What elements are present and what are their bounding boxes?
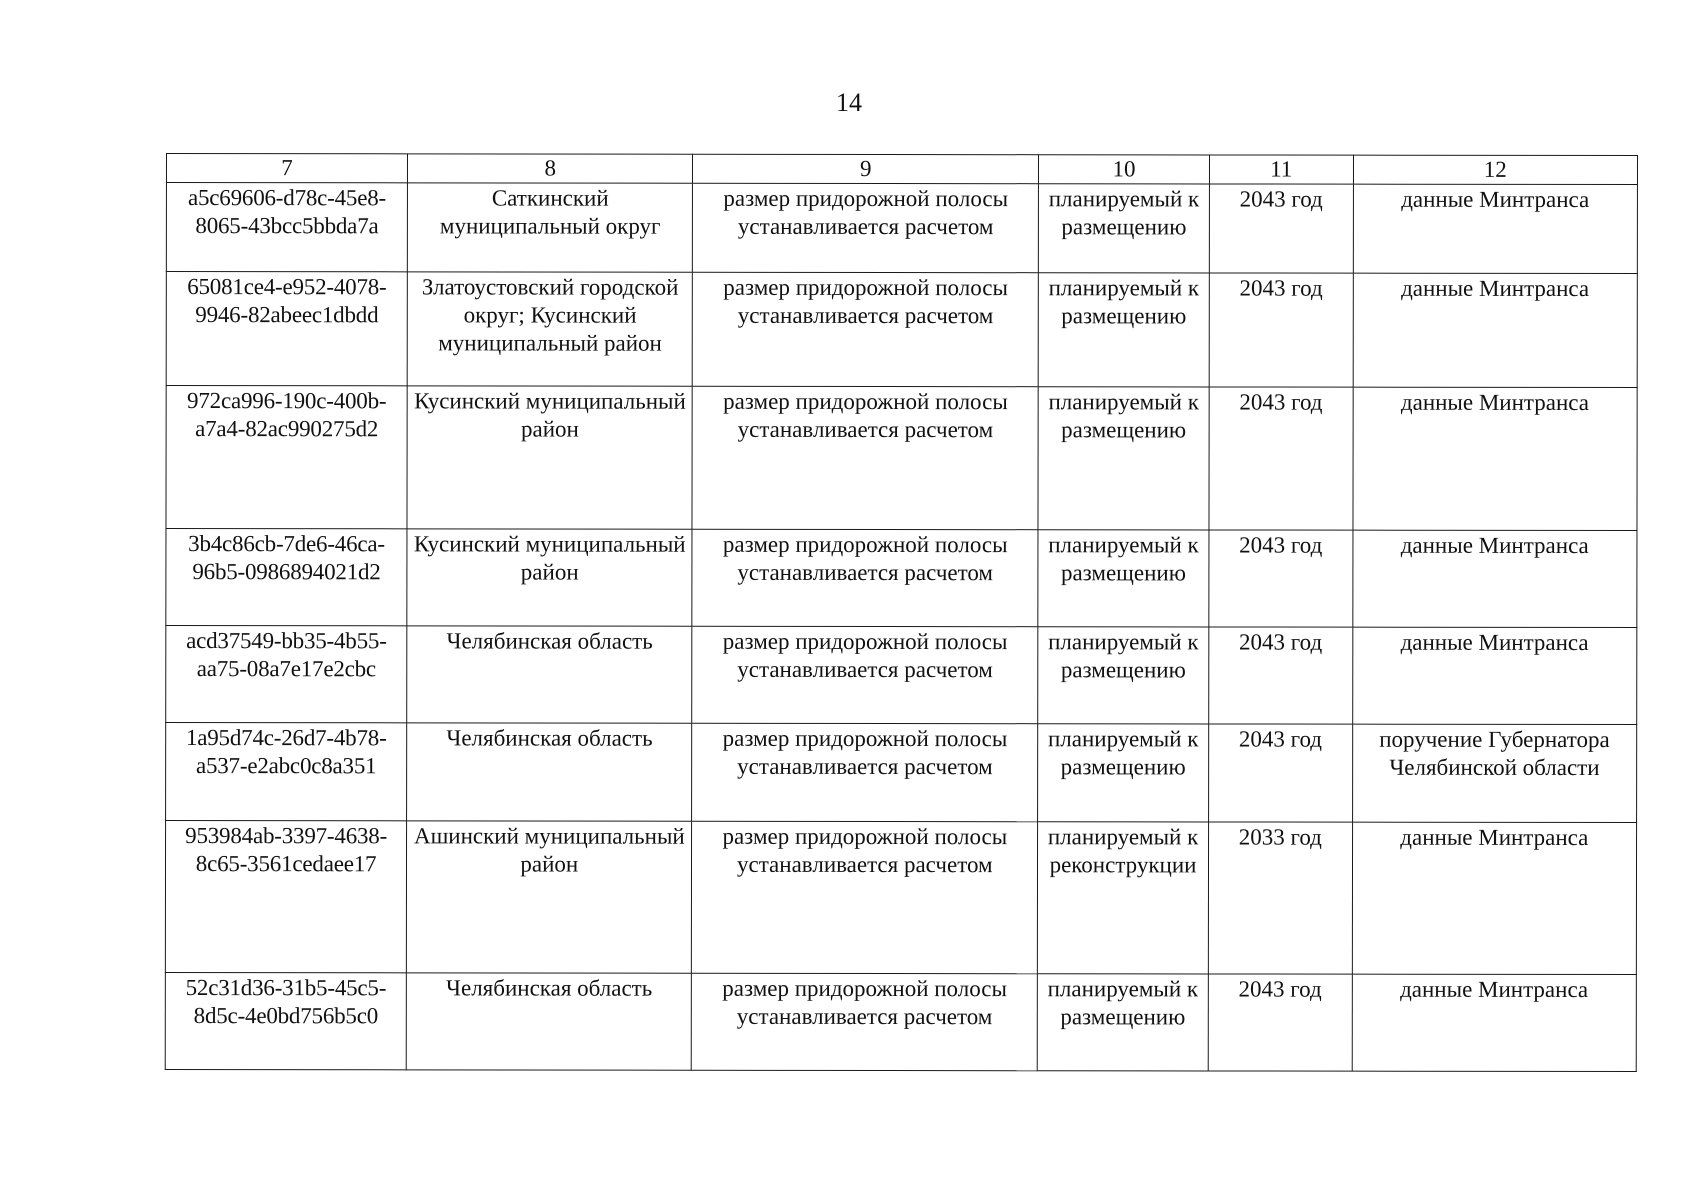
column-header: 12 xyxy=(1353,155,1637,184)
source-cell: данные Минтранса xyxy=(1352,822,1637,974)
source-cell: поручение Губернатора Челябинской области xyxy=(1352,724,1637,822)
objects-table xyxy=(165,153,1638,1072)
object-id-cell: 52c31d36-31b5-45c5-8d5c-4e0bd756b5c0 xyxy=(165,972,406,1069)
zone-cell: размер придорожной полосы устанавливается расчетом xyxy=(692,723,1038,821)
territory-cell: Ашинский муниципальный район xyxy=(406,821,692,973)
territory-cell: Саткинский муниципальный округ xyxy=(407,183,692,272)
status-cell: планируемый к размещению xyxy=(1037,974,1208,1071)
object-id-cell: 3b4c86cb-7de6-46ca-96b5-0986894021d2 xyxy=(166,529,407,626)
year-cell: 2043 год xyxy=(1209,273,1353,387)
object-id-cell: 953984ab-3397-4638-8c65-3561cedaee17 xyxy=(165,821,406,973)
source-cell: данные Минтранса xyxy=(1353,184,1638,273)
year-cell: 2043 год xyxy=(1209,724,1353,822)
territory-cell: Златоустовский городской округ; Кусинский муниципальный район xyxy=(407,272,693,386)
column-number-row xyxy=(166,154,1637,185)
column-header: 8 xyxy=(408,154,693,183)
source-cell: данные Минтранса xyxy=(1352,530,1637,627)
zone-cell: размер придорожной полосы устанавливается расчетом xyxy=(692,529,1038,626)
status-cell: планируемый к размещению xyxy=(1038,184,1209,273)
table-row xyxy=(166,626,1637,725)
territory-cell: Челябинская область xyxy=(406,973,691,1070)
territory-cell: Челябинская область xyxy=(407,626,692,723)
table-row xyxy=(165,972,1636,1071)
territory-cell: Челябинская область xyxy=(407,723,692,821)
zone-cell: размер придорожной полосы устанавливается расчетом xyxy=(692,821,1038,973)
column-header: 7 xyxy=(166,154,407,183)
table-row xyxy=(165,821,1636,975)
column-header: 10 xyxy=(1039,155,1210,184)
status-cell: планируемый к размещению xyxy=(1038,724,1209,822)
territory-cell: Кусинский муниципальный район xyxy=(407,386,693,529)
table-row xyxy=(166,272,1637,388)
year-cell: 2043 год xyxy=(1209,627,1353,724)
source-cell: данные Минтранса xyxy=(1352,627,1637,724)
table-row xyxy=(166,723,1637,823)
status-cell: планируемый к размещению xyxy=(1038,387,1209,530)
status-cell: планируемый к размещению xyxy=(1038,530,1209,627)
table-row xyxy=(166,529,1637,628)
zone-cell: размер придорожной полосы устанавливается расчетом xyxy=(692,626,1038,723)
year-cell: 2043 год xyxy=(1209,184,1353,273)
year-cell: 2043 год xyxy=(1209,387,1353,530)
zone-cell: размер придорожной полосы устанавливается расчетом xyxy=(693,272,1039,386)
year-cell: 2043 год xyxy=(1209,530,1353,627)
territory-cell: Кусинский муниципальный район xyxy=(407,529,692,626)
source-cell: данные Минтранса xyxy=(1353,273,1638,387)
status-cell: планируемый к размещению xyxy=(1038,627,1209,724)
source-cell: данные Минтранса xyxy=(1352,974,1637,1071)
year-cell: 2043 год xyxy=(1208,974,1352,1071)
table-row xyxy=(166,183,1637,274)
object-id-cell: acd37549-bb35-4b55-aa75-08a7e17e2cbc xyxy=(166,626,407,723)
object-id-cell: 972ca996-190c-400b-a7a4-82ac990275d2 xyxy=(166,386,407,529)
zone-cell: размер придорожной полосы устанавливается расчетом xyxy=(692,973,1038,1070)
table-row xyxy=(166,386,1637,531)
source-cell: данные Минтранса xyxy=(1353,387,1638,530)
year-cell: 2033 год xyxy=(1208,822,1352,974)
page-number: 14 xyxy=(836,88,862,117)
column-header: 9 xyxy=(693,154,1039,183)
object-id-cell: a5c69606-d78c-45e8-8065-43bcc5bbda7a xyxy=(166,183,407,272)
zone-cell: размер придорожной полосы устанавливается расчетом xyxy=(693,183,1039,272)
status-cell: планируемый к размещению xyxy=(1038,273,1209,387)
zone-cell: размер придорожной полосы устанавливается расчетом xyxy=(692,386,1038,529)
status-cell: планируемый к реконструкции xyxy=(1037,822,1208,974)
object-id-cell: 1a95d74c-26d7-4b78-a537-e2abc0c8a351 xyxy=(166,723,407,821)
column-header: 11 xyxy=(1209,155,1353,184)
object-id-cell: 65081ce4-e952-4078-9946-82abeec1dbdd xyxy=(166,272,407,386)
